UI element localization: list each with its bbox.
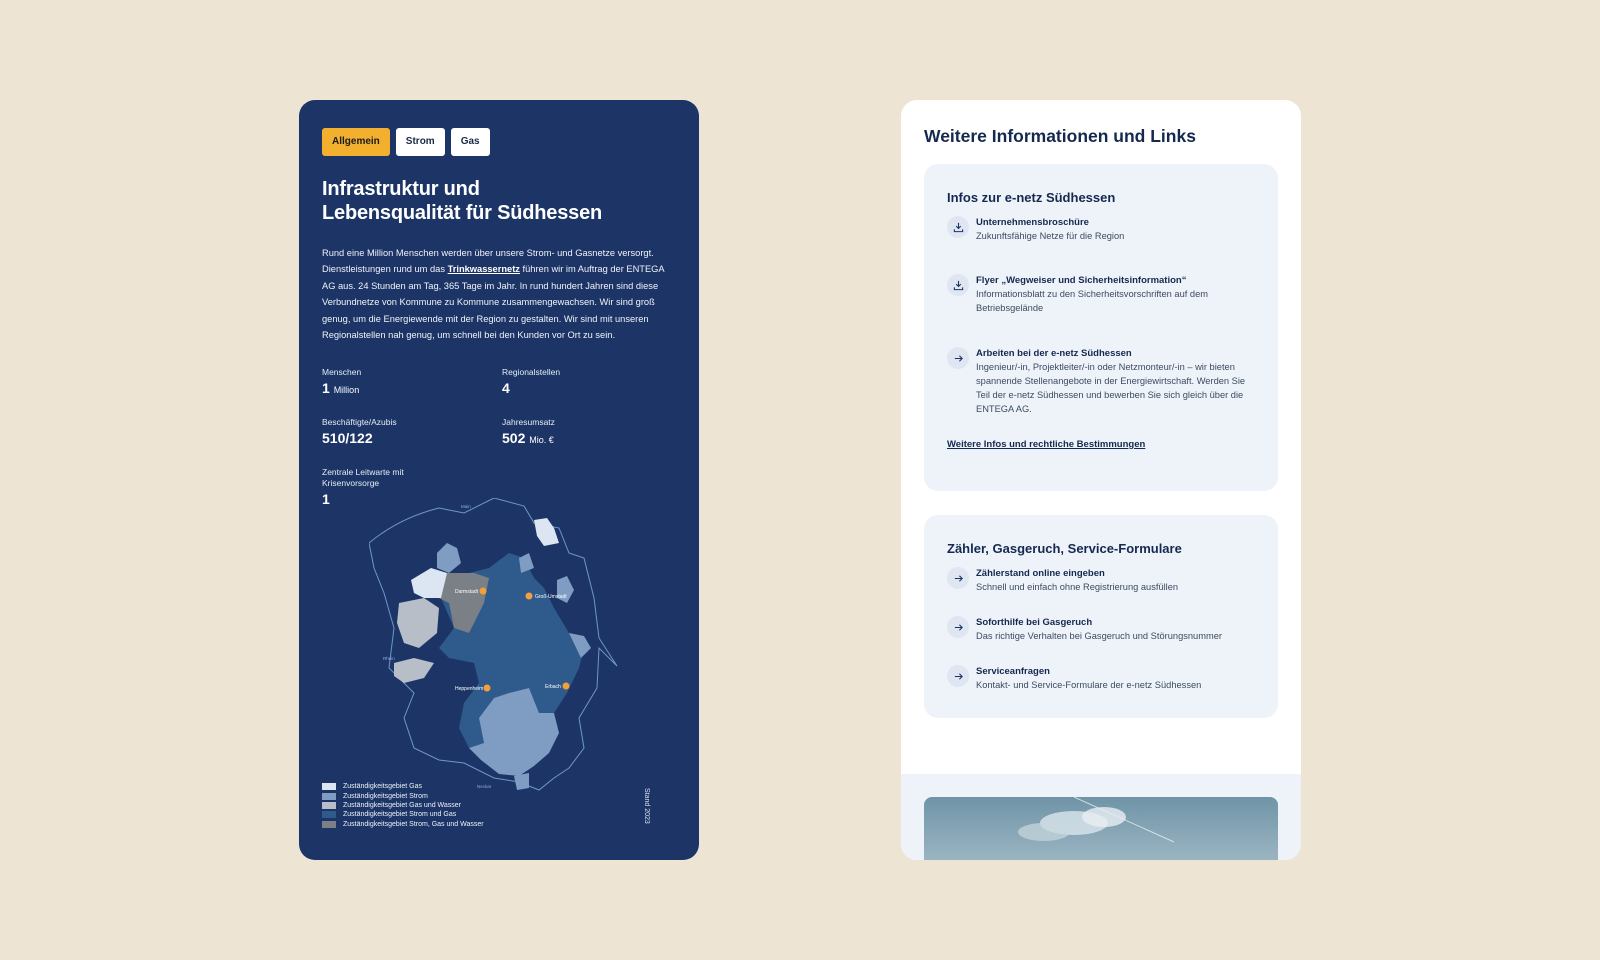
tab-strom[interactable]: Strom bbox=[396, 128, 445, 156]
arrow-right-icon bbox=[947, 347, 969, 369]
item-title: Arbeiten bei der e-netz Südhessen bbox=[976, 348, 1132, 359]
link-unternehmensbroschuere[interactable] bbox=[947, 216, 1257, 243]
item-desc: Informationsblatt zu den Sicherheitsvorschriften auf dem Betriebsgelände bbox=[976, 289, 1209, 313]
info-panel-title: Infos zur e-netz Südhessen bbox=[947, 190, 1116, 205]
info-panel bbox=[924, 164, 1278, 491]
legend-item: Zuständigkeitsgebiet Gas bbox=[322, 782, 484, 791]
legend-item: Zuständigkeitsgebiet Strom und Gas bbox=[322, 810, 484, 819]
stat-label: Beschäftigte/Azubis bbox=[322, 417, 397, 428]
river-label-rhein: Rhein bbox=[383, 656, 395, 661]
trinkwassernetz-link[interactable]: Trinkwassernetz bbox=[447, 264, 520, 275]
tab-allgemein[interactable]: Allgemein bbox=[322, 128, 390, 156]
stat-value: 502 Mio. € bbox=[502, 430, 554, 447]
legend-item: Zuständigkeitsgebiet Strom, Gas und Wasser bbox=[322, 820, 484, 829]
item-desc: Das richtige Verhalten bei Gasgeruch und Störungsnummer bbox=[976, 631, 1222, 641]
city-dot-darmstadt bbox=[480, 588, 487, 595]
item-desc: Zukunftsfähige Netze für die Region bbox=[976, 231, 1125, 241]
sky-clouds bbox=[924, 797, 1278, 860]
infrastructure-title bbox=[322, 177, 676, 225]
intro-part-1: Rund eine Million Menschen werden über unsere Strom- und Gasnetze versorgt. Dienstleistungen rund um das bbox=[322, 248, 654, 275]
links-card bbox=[901, 100, 1301, 860]
city-dot-gross-umstadt bbox=[526, 593, 533, 600]
stat-jahresumsatz bbox=[502, 417, 682, 449]
download-icon bbox=[947, 274, 969, 296]
arrow-right-icon bbox=[947, 567, 969, 589]
item-desc: Schnell und einfach ohne Registrierung ausfüllen bbox=[976, 582, 1179, 592]
legend-swatch bbox=[322, 793, 336, 800]
item-desc: Kontakt- und Service-Formulare der e-netz Südhessen bbox=[976, 680, 1202, 690]
stat-value: 4 bbox=[502, 380, 510, 397]
stat-unit: Million bbox=[333, 385, 360, 396]
legend-item: Zuständigkeitsgebiet Gas und Wasser bbox=[322, 801, 484, 810]
tab-bar bbox=[322, 128, 676, 156]
city-dot-erbach bbox=[563, 683, 570, 690]
item-title: Serviceanfragen bbox=[976, 666, 1050, 677]
stats-grid bbox=[322, 367, 676, 508]
title-line-1: Infrastruktur und bbox=[322, 178, 480, 200]
area-gas-2 bbox=[534, 518, 559, 546]
stat-label: Jahresumsatz bbox=[502, 417, 555, 428]
area-strom-north bbox=[437, 543, 461, 573]
intro-part-2: führen wir im Auftrag der ENTEGA AG aus. 24 Stunden am Tag, 365 Tage im Jahr. In rund hundert Jahren sind diese Verbundnetze von Kommune zu Kommune zusammengewachsen. Wir sind groß genug, um die Energiewende mit der Region zu gestalten. Wir sind mit unseren Regionalstellen nah genug, um schnell bei den Kunden vor Ort zu sein. bbox=[322, 264, 665, 341]
stat-value: 1 bbox=[322, 491, 330, 508]
stat-value: 510/122 bbox=[322, 430, 373, 447]
item-title: Zählerstand online eingeben bbox=[976, 568, 1105, 579]
city-label-erbach: Erbach bbox=[545, 684, 561, 690]
legend-swatch bbox=[322, 802, 336, 809]
region-map bbox=[369, 498, 639, 808]
tab-gas[interactable]: Gas bbox=[451, 128, 490, 156]
stat-menschen bbox=[322, 367, 502, 399]
legend-swatch bbox=[322, 783, 336, 790]
river-label-neckar: Neckar bbox=[477, 784, 492, 789]
arrow-right-icon bbox=[947, 616, 969, 638]
stand-label: Stand 2023 bbox=[643, 788, 650, 824]
link-arbeiten-bei[interactable] bbox=[947, 347, 1257, 416]
area-gas-wasser-1 bbox=[397, 598, 439, 648]
service-panel bbox=[924, 515, 1278, 718]
link-zaehlerstand[interactable] bbox=[947, 567, 1257, 594]
stat-regionalstellen bbox=[502, 367, 682, 399]
legend-swatch bbox=[322, 811, 336, 818]
city-label-gross-umstadt: Groß-Umstadt bbox=[535, 594, 567, 600]
weitere-infos-link[interactable]: Weitere Infos und rechtliche Bestimmungen bbox=[947, 439, 1146, 450]
download-icon bbox=[947, 216, 969, 238]
service-panel-title: Zähler, Gasgeruch, Service-Formulare bbox=[947, 541, 1182, 556]
city-label-darmstadt: Darmstadt bbox=[455, 589, 479, 595]
arrow-right-icon bbox=[947, 665, 969, 687]
area-strom-small bbox=[519, 553, 534, 573]
infrastructure-card bbox=[299, 100, 699, 860]
link-soforthilfe[interactable] bbox=[947, 616, 1257, 643]
item-desc: Ingenieur/-in, Projektleiter/-in oder Netzmonteur/-in – wir bieten spannende Stellenangebote in der Energiewirtschaft. Werden Sie Teil der e-netz Südhessen und bewerben Sie sich gleich über die ENTEGA AG. bbox=[976, 362, 1246, 414]
stat-label: Menschen bbox=[322, 367, 362, 378]
intro-text bbox=[322, 245, 676, 343]
item-title: Soforthilfe bei Gasgeruch bbox=[976, 617, 1093, 628]
area-gas-1 bbox=[411, 568, 447, 598]
stat-label: Regionalstellen bbox=[502, 367, 561, 378]
stat-value: 1 Million bbox=[322, 380, 360, 397]
stat-label: Zentrale Leitwarte mit Krisenvorsorge bbox=[322, 467, 404, 489]
map-legend bbox=[322, 782, 484, 829]
city-label-heppenheim: Heppenheim bbox=[455, 686, 484, 692]
city-dot-heppenheim bbox=[484, 685, 491, 692]
item-title: Unternehmensbroschüre bbox=[976, 217, 1089, 228]
stat-unit: Mio. € bbox=[529, 435, 554, 446]
link-serviceanfragen[interactable] bbox=[947, 665, 1257, 692]
stat-beschaeftigte bbox=[322, 417, 502, 449]
area-gas-wasser-2 bbox=[394, 658, 434, 683]
sky-photo bbox=[924, 797, 1278, 860]
title-line-2: Lebensqualität für Südhessen bbox=[322, 202, 603, 224]
links-title: Weitere Informationen und Links bbox=[924, 126, 1196, 146]
item-title: Flyer „Wegweiser und Sicherheitsinformation“ bbox=[976, 275, 1187, 286]
legend-swatch bbox=[322, 821, 336, 828]
link-flyer-wegweiser[interactable] bbox=[947, 274, 1257, 315]
river-label-main: Main bbox=[461, 504, 471, 509]
legend-item: Zuständigkeitsgebiet Strom bbox=[322, 791, 484, 800]
